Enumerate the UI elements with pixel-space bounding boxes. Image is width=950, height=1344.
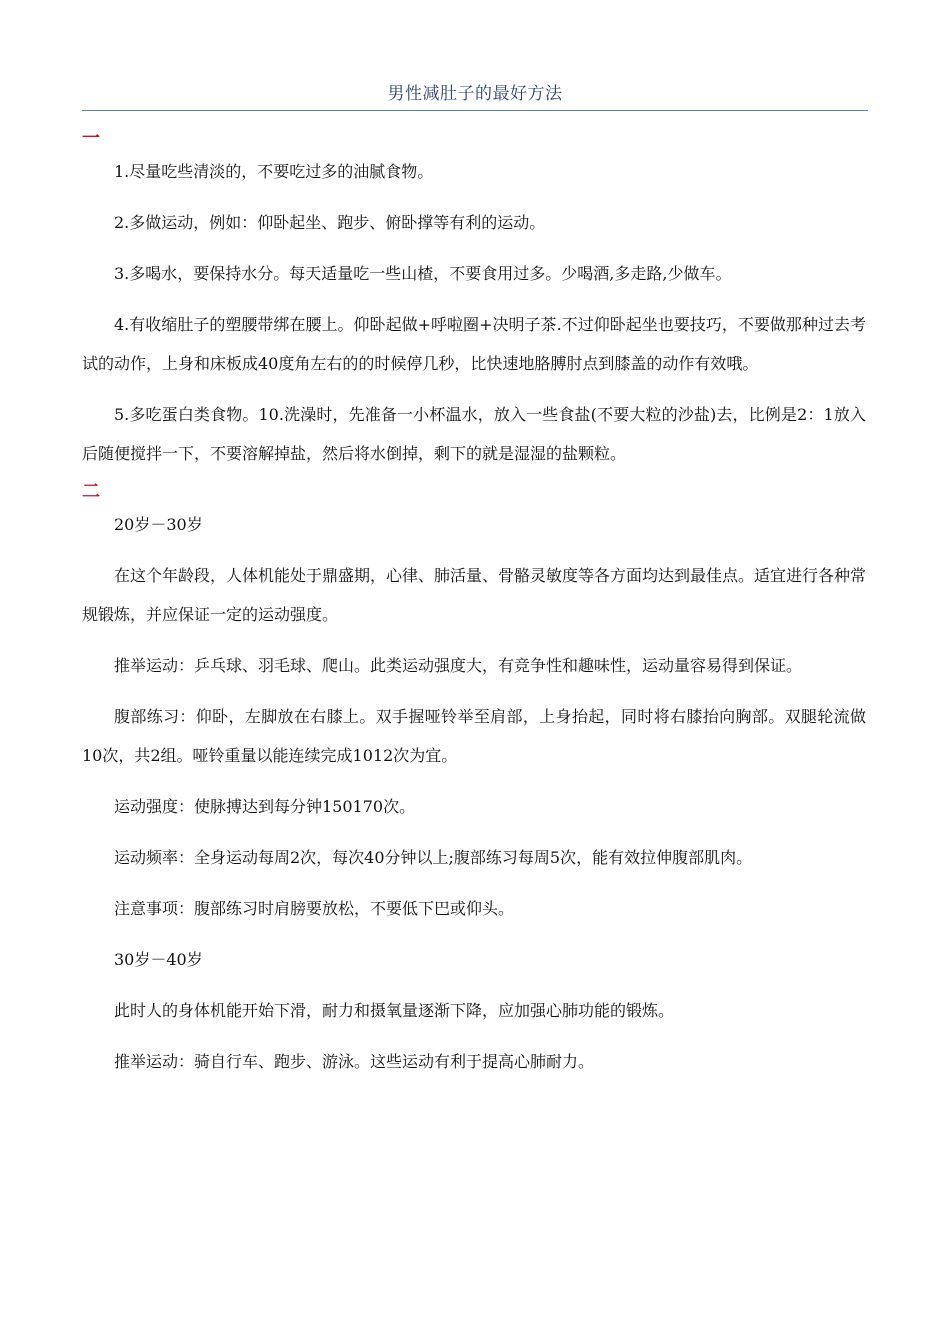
paragraph: 注意事项：腹部练习时肩膀要放松，不要低下巴或仰头。 bbox=[114, 899, 515, 918]
section-two bbox=[82, 481, 866, 1081]
page-title: 男性减肚子的最好方法 bbox=[387, 84, 563, 104]
paragraph: 30岁－40岁 bbox=[114, 950, 203, 969]
paragraph: 此时人的身体机能开始下滑，耐力和摄氧量逐渐下降，应加强心肺功能的锻炼。 bbox=[114, 1001, 675, 1020]
paragraph: 在这个年龄段，人体机能处于鼎盛期，心律、肺活量、骨骼灵敏度等各方面均达到最佳点。适宜进行各种常规锻炼，并应保证一定的运动强度。 bbox=[82, 566, 867, 624]
paragraph: 3.多喝水，要保持水分。每天适量吃一些山楂，不要食用过多。少喝酒,多走路,少做车。 bbox=[114, 264, 732, 283]
page-header bbox=[82, 80, 868, 111]
section-heading: 二 bbox=[82, 481, 100, 502]
paragraph: 腹部练习：仰卧，左脚放在右膝上。双手握哑铃举至肩部，上身抬起，同时将右膝抬向胸部。双腿轮流做10次，共2组。哑铃重量以能连续完成1012次为宜。 bbox=[82, 707, 866, 765]
section-heading: 一 bbox=[82, 128, 100, 149]
paragraph: 5.多吃蛋白类食物。10.洗澡时，先准备一小杯温水，放入一些食盐(不要大粒的沙盐)去，比例是2：1放入后随便搅拌一下，不要溶解掉盐，然后将水倒掉，剩下的就是湿湿的盐颗粒。 bbox=[82, 405, 866, 463]
paragraph: 1.尽量吃些清淡的，不要吃过多的油腻食物。 bbox=[114, 162, 434, 181]
paragraph: 推举运动：乒乓球、羽毛球、爬山。此类运动强度大，有竞争性和趣味性，运动量容易得到保证。 bbox=[114, 656, 803, 675]
paragraph: 运动频率：全身运动每周2次，每次40分钟以上;腹部练习每周5次，能有效拉伸腹部肌肉。 bbox=[114, 848, 753, 867]
paragraph: 4.有收缩肚子的塑腰带绑在腰上。仰卧起做+呼啦圈+决明子茶.不过仰卧起坐也要技巧，不要做那种过去考试的动作，上身和床板成40度角左右的的时候停几秒，比快速地胳膊肘点到膝盖的动作有效哦。 bbox=[82, 315, 866, 373]
section-one bbox=[82, 128, 866, 473]
paragraph: 推举运动：骑自行车、跑步、游泳。这些运动有利于提高心肺耐力。 bbox=[114, 1052, 595, 1071]
document-body bbox=[82, 122, 866, 1081]
paragraph: 20岁－30岁 bbox=[114, 515, 203, 534]
paragraph: 运动强度：使脉搏达到每分钟150170次。 bbox=[114, 797, 416, 816]
paragraph: 2.多做运动，例如：仰卧起坐、跑步、俯卧撑等有利的运动。 bbox=[114, 213, 546, 232]
